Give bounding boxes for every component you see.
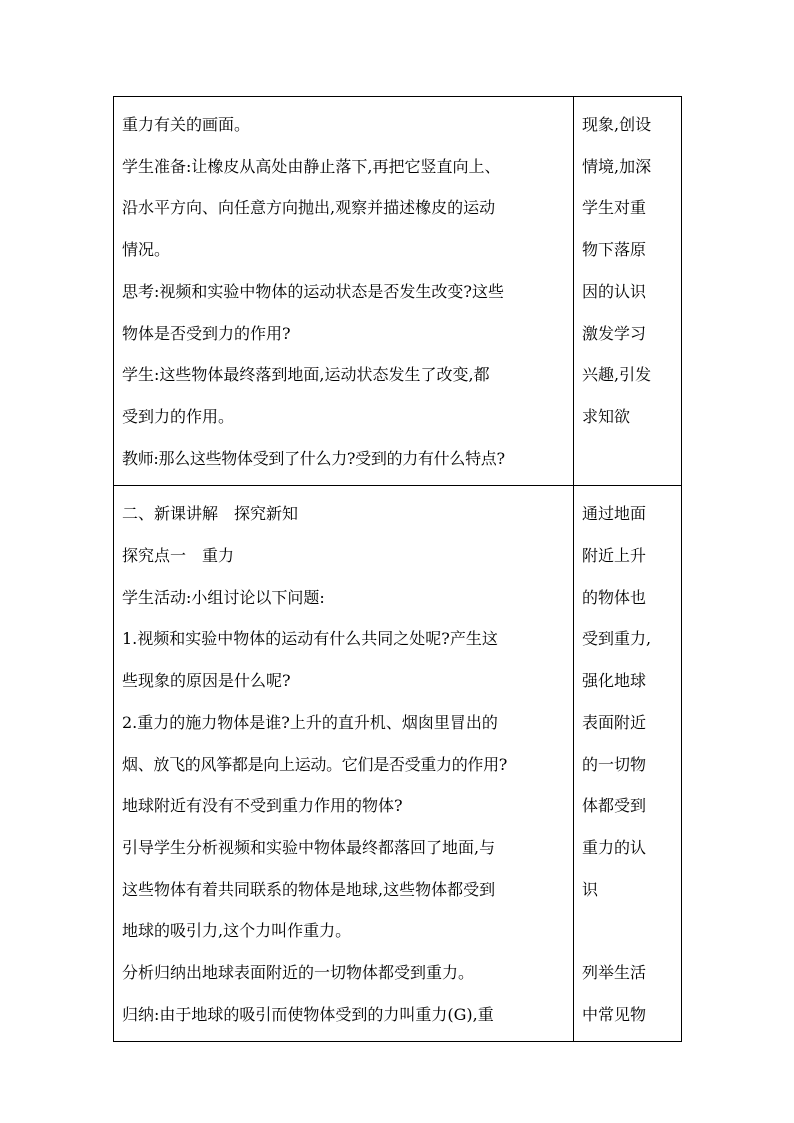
note-line: 受到重力, xyxy=(582,629,652,649)
note-line: 表面附近 xyxy=(582,712,647,732)
note-line: 求知欲 xyxy=(582,406,631,426)
note-line: 列举生活 xyxy=(582,963,647,983)
table-row xyxy=(114,97,682,486)
text-line: 些现象的原因是什么呢? xyxy=(122,671,291,691)
note-line: 体都受到 xyxy=(582,796,647,816)
note-line: 的一切物 xyxy=(582,754,647,774)
table-row xyxy=(114,486,682,1042)
text-line: 受到力的作用。 xyxy=(122,406,235,426)
text-line: 分析归纳出地球表面附近的一切物体都受到重力。 xyxy=(122,963,475,983)
note-line: 因的认识 xyxy=(582,281,647,301)
note-line: 激发学习 xyxy=(582,323,647,343)
text-line: 探究点一 重力 xyxy=(122,546,235,566)
note-line: 学生对重 xyxy=(582,198,647,218)
lesson-plan-table xyxy=(113,96,682,1042)
text-line: 地球的吸引力,这个力叫作重力。 xyxy=(122,921,352,941)
text-line: 引导学生分析视频和实验中物体最终都落回了地面,与 xyxy=(122,837,496,857)
lesson-content-cell xyxy=(114,97,574,486)
text-line: 教师:那么这些物体受到了什么力?受到的力有什么特点? xyxy=(122,448,505,468)
text-line: 归纳:由于地球的吸引而使物体受到的力叫重力(G),重 xyxy=(122,1004,494,1024)
note-line: 重力的认 xyxy=(582,837,647,857)
text-line: 这些物体有着共同联系的物体是地球,这些物体都受到 xyxy=(122,879,496,899)
text-line: 烟、放飞的风筝都是向上运动。它们是否受重力的作用? xyxy=(122,754,508,774)
text-line: 地球附近有没有不受到重力作用的物体? xyxy=(122,796,403,816)
spacer xyxy=(582,910,677,952)
lesson-content-cell xyxy=(114,486,574,1042)
text-line: 重力有关的画面。 xyxy=(122,115,251,134)
note-line: 情境,加深 xyxy=(582,156,652,176)
note-line: 通过地面 xyxy=(582,504,647,524)
note-line: 附近上升 xyxy=(582,546,647,566)
text-line: 1.视频和实验中物体的运动有什么共同之处呢?产生这 xyxy=(122,629,498,649)
note-line: 强化地球 xyxy=(582,671,647,691)
note-line: 中常见物 xyxy=(582,1004,647,1024)
text-line: 沿水平方向、向任意方向抛出,观察并描述橡皮的运动 xyxy=(122,198,496,218)
note-line: 识 xyxy=(582,879,599,899)
text-line: 学生准备:让橡皮从高处由静止落下,再把它竖直向上、 xyxy=(122,156,501,176)
note-line: 现象,创设 xyxy=(582,115,652,134)
design-intent-cell xyxy=(574,486,682,1042)
note-line: 的物体也 xyxy=(582,587,647,607)
text-line: 思考:视频和实验中物体的运动状态是否发生改变?这些 xyxy=(122,281,504,301)
text-line: 二、新课讲解 探究新知 xyxy=(122,504,299,524)
text-line: 2.重力的施力物体是谁?上升的直升机、烟囱里冒出的 xyxy=(122,712,498,732)
text-line: 情况。 xyxy=(122,240,171,260)
note-line: 物下落原 xyxy=(582,240,647,260)
note-line: 兴趣,引发 xyxy=(582,365,652,385)
text-line: 学生活动:小组讨论以下问题: xyxy=(122,587,325,607)
design-intent-cell xyxy=(574,97,682,486)
text-line: 物体是否受到力的作用? xyxy=(122,323,291,343)
text-line: 学生:这些物体最终落到地面,运动状态发生了改变,都 xyxy=(122,365,490,385)
